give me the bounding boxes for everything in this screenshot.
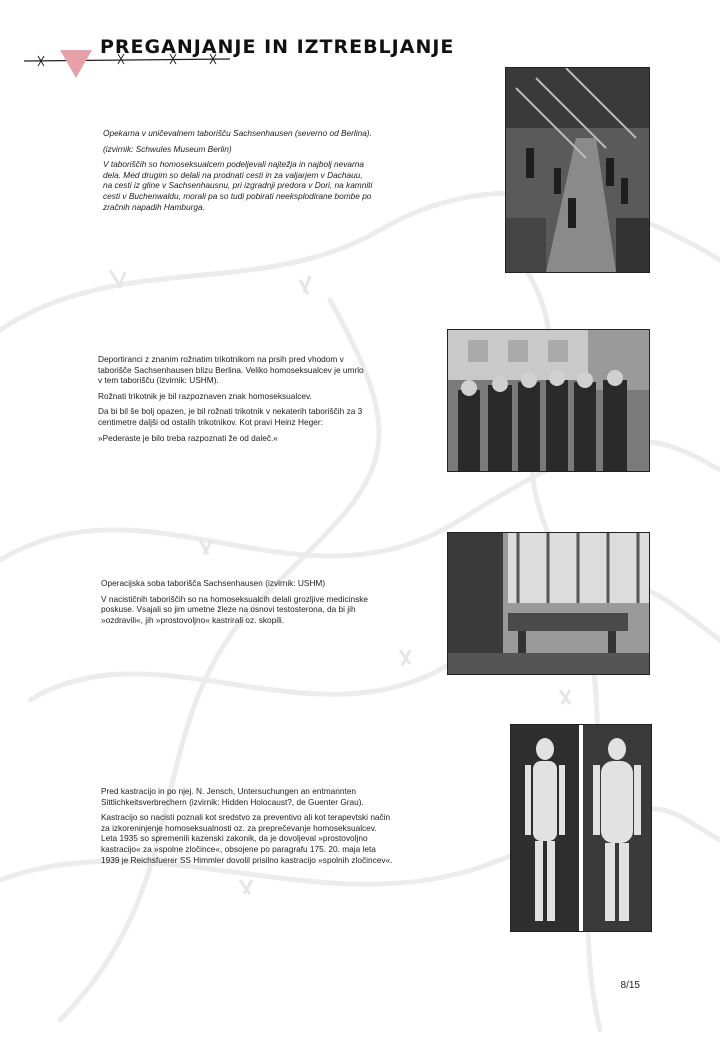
section-2-paragraph: »Pederaste je bilo treba razpoznati že od daleč.« xyxy=(98,432,278,443)
section-4-paragraph: Kastracijo so nacisti poznali kot sredstvo za preventivo ali kot terapevtski način za izkoreninjenje homoseksualnosti oz. za preprečevanje homoseksualcev. Leta 1935 so spremenili kazenski zakonik, da je dovoljeval »prostovoljno kastracijo« za »spolne zločince«, obsojene po paragrafu 175. 20. maja leta 1939 je Reichsfuerer SS Himmler dovolil prisilno kastracijo »spolnih zločincev«. xyxy=(101,812,393,865)
section-3-caption xyxy=(101,578,381,630)
operating-room-photo xyxy=(447,532,650,675)
section-2-paragraph: Deportiranci z znanim rožnatim trikotnikom na prsih pred vhodom v taborišče Sachsenhausen blizu Berlina. Veliko homoseksualcev je umrlo v tem taborišču (izvirnik: USHM). xyxy=(98,354,364,386)
section-4-paragraph: Pred kastracijo in po njej. N. Jensch, Untersuchungen an entmannten Sittlichkeitsverbrechern (izvirnik: Hidden Holocaust?, de Guenter Grau). xyxy=(101,786,364,807)
castration-photo xyxy=(510,724,652,932)
page-number: 8/15 xyxy=(620,980,640,991)
section-1-paragraph: (izvirnik: Schwules Museum Berlin) xyxy=(103,143,232,154)
brickworks-photo xyxy=(505,67,650,273)
section-2-paragraph: Rožnati trikotnik je bil razpoznaven znak homoseksualcev. xyxy=(98,390,312,401)
section-1-paragraph: Opekarna v uničevalnem taborišču Sachsenhausen (severno od Berlina). xyxy=(103,128,372,138)
section-3-paragraph: V nacističnih taboriščih so na homoseksualcih delali grozljive medicinske poskuse. Vsajali so jim umetne žleze na osnovi testosterona, da bi jih »ozdravili«, jih »prostovoljno« kastrirali oz. skopili. xyxy=(101,593,369,625)
section-1-caption xyxy=(103,128,373,217)
section-3-paragraph: Operacijska soba taborišča Sachsenhausen (izvirnik: USHM) xyxy=(101,578,326,588)
page-title: PREGANJANJE IN IZTREBLJANJE xyxy=(100,36,455,58)
pink-triangle-icon xyxy=(58,48,94,80)
section-1-paragraph: V taboriščih so homoseksualcem podeljevali najtežja in najbolj nevarna dela. Med drugim so delali na prodnati cesti in za valjarjem v Dachauu, na cesti iz gline v Sachsenhausnu, pri izgradnji predora v Dori, na kamniti cesti v Buchenwaldu, morali pa so tudi pobirati neeksplodirane bombe po zračnih napadih Hamburga. xyxy=(103,159,373,212)
prisoners-photo xyxy=(447,329,650,472)
section-2-caption xyxy=(98,354,370,448)
section-2-paragraph: Da bi bil še bolj opazen, je bil rožnati trikotnik v nekaterih taboriščih za 3 centimetre daljši od ostalih trikotnikov. Kot pravi Heinz Heger: xyxy=(98,406,363,427)
section-4-caption xyxy=(101,786,393,870)
